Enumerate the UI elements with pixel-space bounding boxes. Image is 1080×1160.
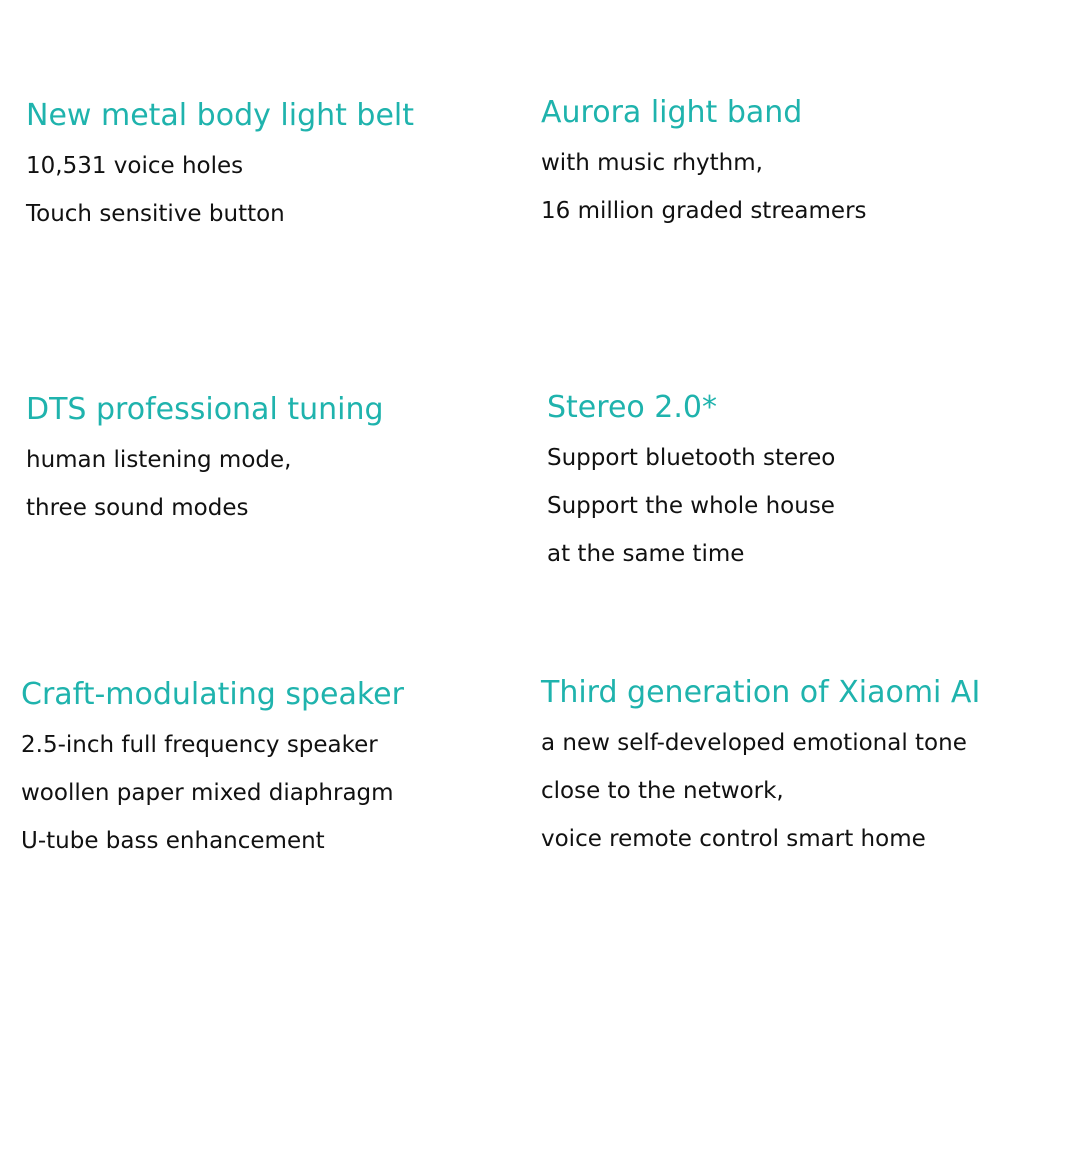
feature-xiaomi-ai bbox=[541, 673, 980, 863]
feature-line: 2.5-inch full frequency speaker bbox=[21, 732, 378, 758]
feature-line: woollen paper mixed diaphragm bbox=[21, 780, 394, 806]
feature-description bbox=[541, 719, 980, 863]
feature-description bbox=[21, 721, 404, 865]
feature-line: Support bluetooth stereo bbox=[547, 445, 836, 471]
feature-line: 16 million graded streamers bbox=[541, 198, 867, 224]
feature-craft-speaker bbox=[21, 675, 404, 865]
feature-title: New metal body light belt bbox=[26, 98, 415, 133]
feature-title: Third generation of Xiaomi AI bbox=[541, 675, 981, 710]
feature-line: a new self-developed emotional tone bbox=[541, 730, 967, 756]
feature-aurora-light-band bbox=[541, 93, 867, 235]
feature-line: at the same time bbox=[547, 541, 745, 567]
feature-line: three sound modes bbox=[26, 495, 249, 521]
feature-title: Aurora light band bbox=[541, 95, 803, 130]
feature-description bbox=[26, 142, 414, 238]
feature-line: voice remote control smart home bbox=[541, 826, 926, 852]
feature-line: Support the whole house bbox=[547, 493, 835, 519]
feature-line: Touch sensitive button bbox=[26, 201, 285, 227]
feature-title: Craft-modulating speaker bbox=[21, 677, 404, 712]
feature-line: 10,531 voice holes bbox=[26, 153, 244, 179]
feature-line: human listening mode, bbox=[26, 447, 292, 473]
feature-metal-body-light-belt bbox=[26, 96, 414, 238]
feature-title: DTS professional tuning bbox=[26, 392, 384, 427]
feature-dts-tuning bbox=[26, 390, 384, 532]
feature-description bbox=[547, 434, 835, 578]
feature-line: U-tube bass enhancement bbox=[21, 828, 325, 854]
feature-stereo bbox=[547, 388, 835, 578]
feature-title: Stereo 2.0* bbox=[547, 390, 717, 425]
feature-description bbox=[26, 436, 384, 532]
feature-line: with music rhythm, bbox=[541, 150, 763, 176]
feature-description bbox=[541, 139, 867, 235]
feature-line: close to the network, bbox=[541, 778, 784, 804]
